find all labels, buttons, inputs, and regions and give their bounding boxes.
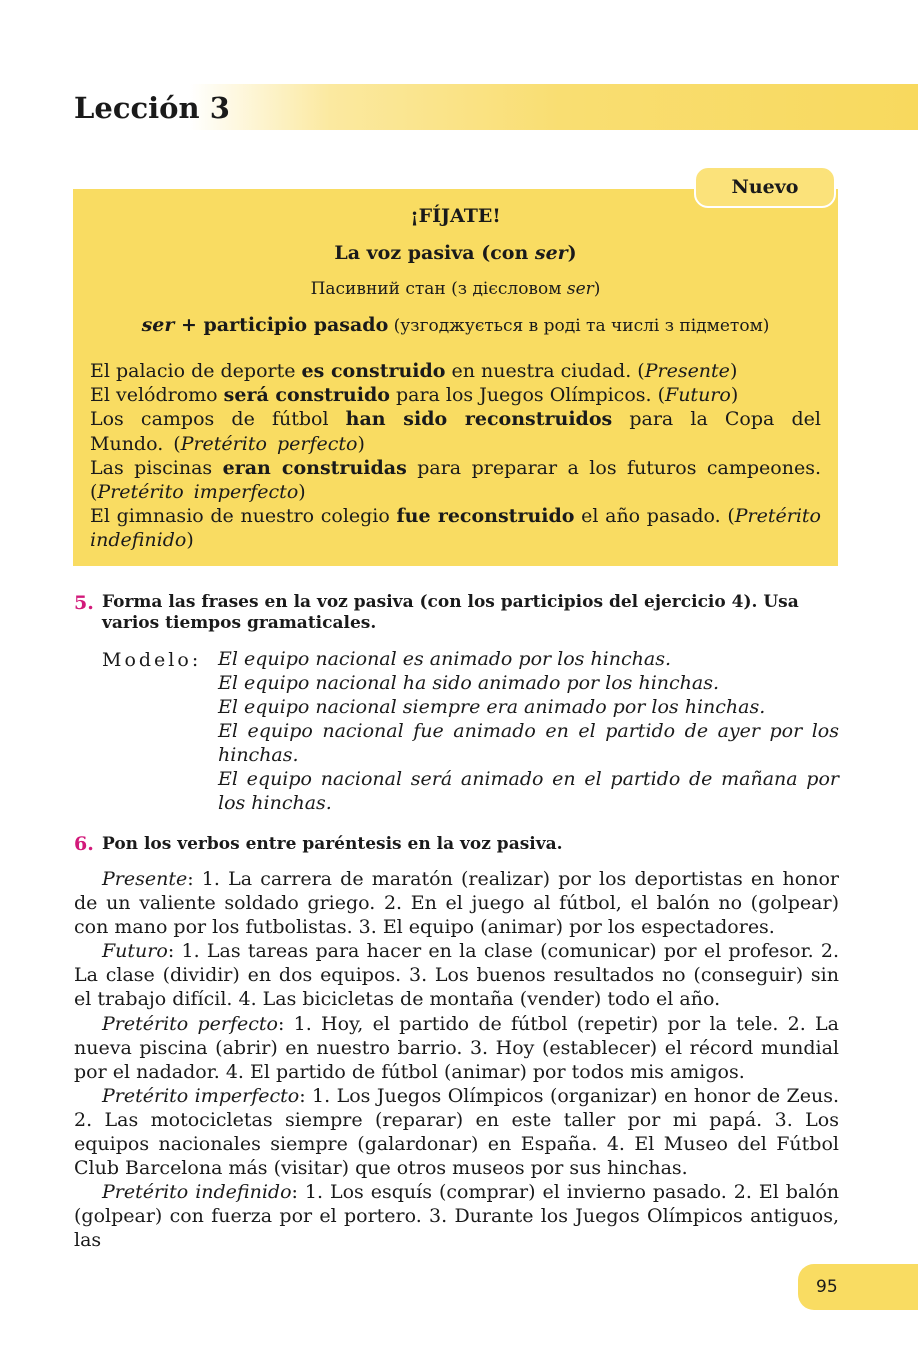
paragraph-text: : 1. La carrera de maratón (realizar) por los deportistas en honor de un valiente soldado griego. 2. En el juego al fútbol, el balón no (golpear) con mano por los futbolistas. 3. El equipo (animar) por los espectadores. [74,868,839,939]
grammar-box-subtitle [90,240,821,266]
tense-label: Presente [102,868,188,890]
translation-close: ) [593,279,601,299]
paragraph-text: : 1. Los esquís (comprar) el invierno pasado. 2. El balón (golpear) con fuerza por el portero. 3. Durante los Juegos Olímpicos antiguos, las [74,1181,840,1252]
exercise-6-title: Pon los verbos entre paréntesis en la voz pasiva. [102,834,563,854]
modelo-line: El equipo nacional será animado en el partido de mañana por los hinchas. [218,768,839,814]
exercise-6-paragraph [74,939,839,1011]
grammar-box-translation [90,276,821,302]
example-presente: El palacio de deporte es construido en nuestra ciudad. (Presente) [90,360,738,382]
page-number: 95 [798,1264,918,1310]
grammar-formula [90,312,821,339]
grammar-box-title: ¡FÍJATE! [410,205,501,227]
nuevo-badge: Nuevo [694,166,836,208]
exercise-5-number: 5. [74,592,94,614]
subtitle-text: La voz pasiva (con [334,242,535,264]
paragraph-text: : 1. Hoy, el partido de fútbol (repetir) por la tele. 2. La nueva piscina (abrir) en nuestro barrio. 3. Hoy (establecer) el récord mundial por el nadador. 4. El partido de fútbol (animar) por todos mis amigos. [74,1012,839,1083]
exercise-6-number: 6. [74,833,94,855]
lesson-title: Lección 3 [74,91,230,125]
example-futuro: El velódromo será construido para los Juegos Olímpicos. (Futuro) [90,384,739,407]
tense-label: Pretérito indefinido [102,1181,292,1204]
tense-label: Pretérito perfecto [102,1012,278,1035]
tense-label: Pretérito imperfecto [102,1084,300,1107]
translation-ser: ser [566,279,594,299]
paragraph-text: : 1. Las tareas para hacer en la clase (comunicar) por el profesor. 2. La clase (dividir) en dos equipos. 3. Los buenos resultados no (conseguir) sin el trabajo difícil. 4. Las bicicletas de montaña (vender) todo el año. [74,940,839,1011]
example-preterito-perfecto: Los campos de fútbol han sido reconstruidos para la Copa del Mundo. (Pretérito perfecto) [90,408,821,455]
modelo-line: El equipo nacional es animado por los hinchas. [218,648,671,670]
formula-note: (узгоджується в роді та числі з підметом) [388,316,770,336]
modelo-line: El equipo nacional siempre era animado por los hinchas. [218,696,766,718]
modelo-line: El equipo nacional fue animado en el partido de ayer por los hinchas. [218,720,839,766]
formula-participio: + participio pasado [174,314,389,336]
paragraph-text: : 1. Los Juegos Olímpicos (organizar) en honor de Zeus. 2. Las motocicletas siempre (reparar) en este taller por mi papá. 3. Los equipos nacionales siempre (galardonar) en España. 4. El Museo del Fútbol Club Barcelona más (visitar) que otros museos por sus hinchas. [74,1084,840,1180]
modelo-line: El equipo nacional ha sido animado por los hinchas. [218,672,720,694]
exercise-5-title: Forma las frases en la voz pasiva (con los participios del ejercicio 4). Usa varios tiempos gramaticales. [102,592,799,633]
grammar-box [73,189,838,566]
exercise-6-paragraph [74,867,839,939]
exercise-6-paragraph [74,1012,839,1084]
example-preterito-imperfecto: Las piscinas eran construidas para preparar a los futuros campeones. (Pretérito imperfecto) [90,456,822,504]
formula-ser: ser [141,314,175,336]
exercise-6-paragraph [74,1180,839,1252]
exercise-6-body [74,867,839,1253]
exercise-6-paragraph [74,1084,839,1180]
modelo-examples [218,647,839,815]
subtitle-close: ) [567,242,577,264]
modelo-label: Modelo: [102,649,202,671]
example-preterito-indefinido: El gimnasio de nuestro colegio fue reconstruido el año pasado. (Pretérito indefinido) [90,505,821,552]
translation-text: Пасивний стан (з дієсловом [310,279,567,299]
grammar-examples [90,359,821,553]
tense-label: Futuro [102,940,168,963]
subtitle-ser: ser [534,242,568,264]
